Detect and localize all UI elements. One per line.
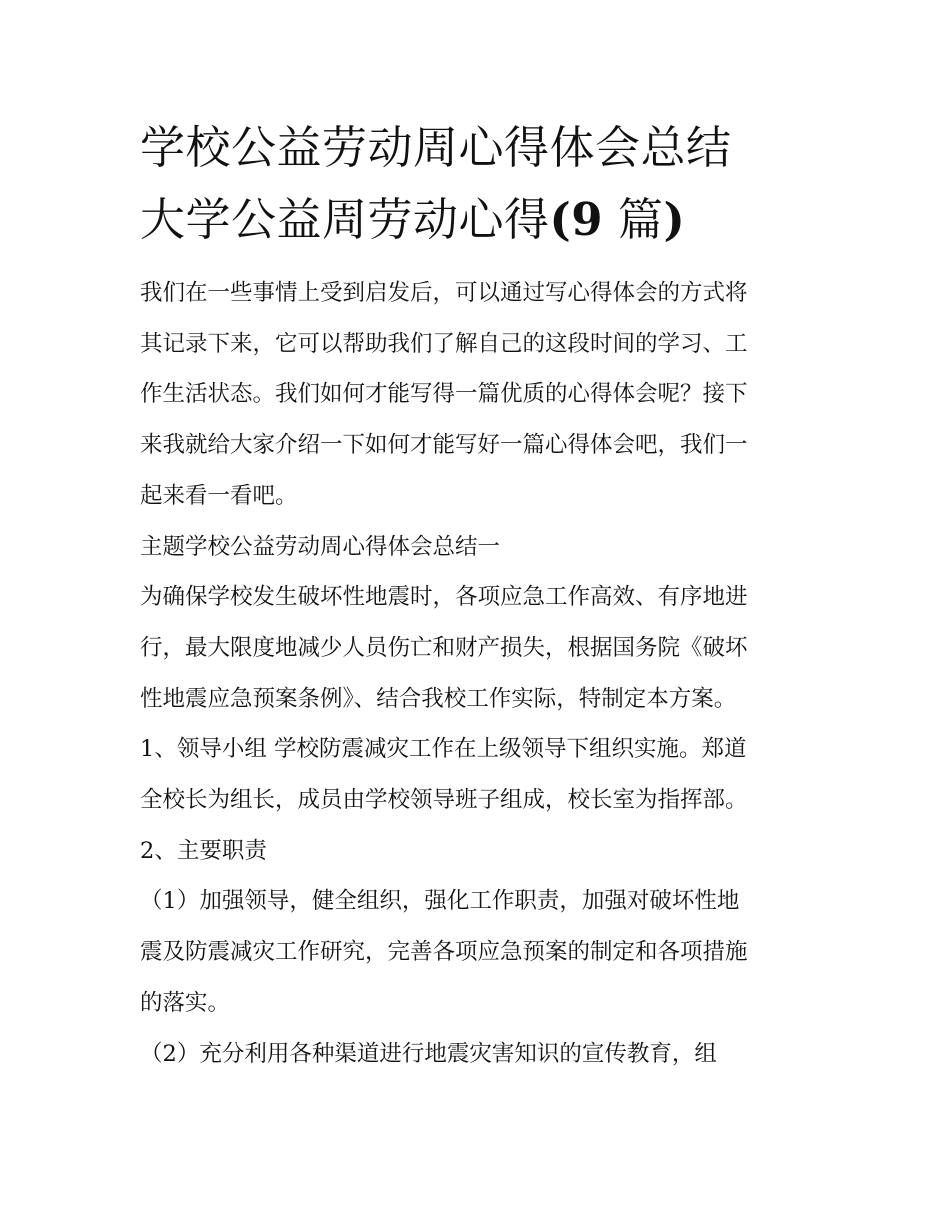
text-line: 2、主要职责: [140, 837, 267, 864]
document-title: [140, 112, 820, 256]
text-line: 1、领导小组 学校防震减灾工作在上级领导下组织实施。郑道: [140, 736, 747, 763]
text-line: 我们在一些事情上受到启发后，可以通过写心得体会的方式将: [140, 280, 748, 306]
document-body: [140, 268, 820, 1079]
purpose-paragraph: [140, 572, 820, 724]
section-heading: [140, 522, 820, 573]
title-line-2-unit: 篇: [617, 193, 664, 246]
title-line-2-number: (9: [549, 193, 604, 246]
title-line-2-main: 大学公益周劳动心得: [140, 193, 550, 246]
text-line: 全校长为组长，成员由学校领导班子组成，校长室为指挥部。: [140, 787, 748, 814]
duties-heading: [140, 826, 820, 877]
duty-item-1: [140, 876, 820, 1028]
text-line: 的落实。: [140, 989, 231, 1016]
text-line: 为确保学校发生破坏性地震时，各项应急工作高效、有序地进: [140, 584, 748, 611]
text-line: 性地震应急预案条例》、结合我校工作实际，特制定本方案。: [140, 685, 737, 712]
duty-item-2: [140, 1029, 820, 1080]
title-line-2: [140, 184, 820, 256]
text-line: 主题学校公益劳动周心得体会总结一: [140, 533, 501, 560]
text-line: 震及防震减灾工作研究，完善各项应急预案的制定和各项措施: [140, 939, 748, 966]
text-line: 其记录下来，它可以帮助我们了解自己的这段时间的学习、工: [140, 330, 748, 357]
text-line: （1）加强领导，健全组织，强化工作职责，加强对破坏性地: [140, 888, 740, 915]
text-line: 来我就给大家介绍一下如何才能写好一篇心得体会吧，我们一: [140, 432, 748, 459]
title-line-2-close: ): [663, 193, 686, 246]
text-line: 行，最大限度地减少人员伤亡和财产损失，根据国务院《破坏: [140, 634, 748, 661]
leadership-paragraph: [140, 724, 820, 825]
title-line-1: 学校公益劳动周心得体会总结: [140, 121, 732, 174]
text-line: 作生活状态。我们如何才能写得一篇优质的心得体会呢？接下: [140, 381, 748, 408]
text-line: 起来看一看吧。: [140, 482, 298, 509]
document-content: [140, 112, 820, 1079]
text-line: （2）充分利用各种渠道进行地震灾害知识的宣传教育，组: [140, 1040, 717, 1067]
intro-paragraph: [140, 268, 820, 522]
